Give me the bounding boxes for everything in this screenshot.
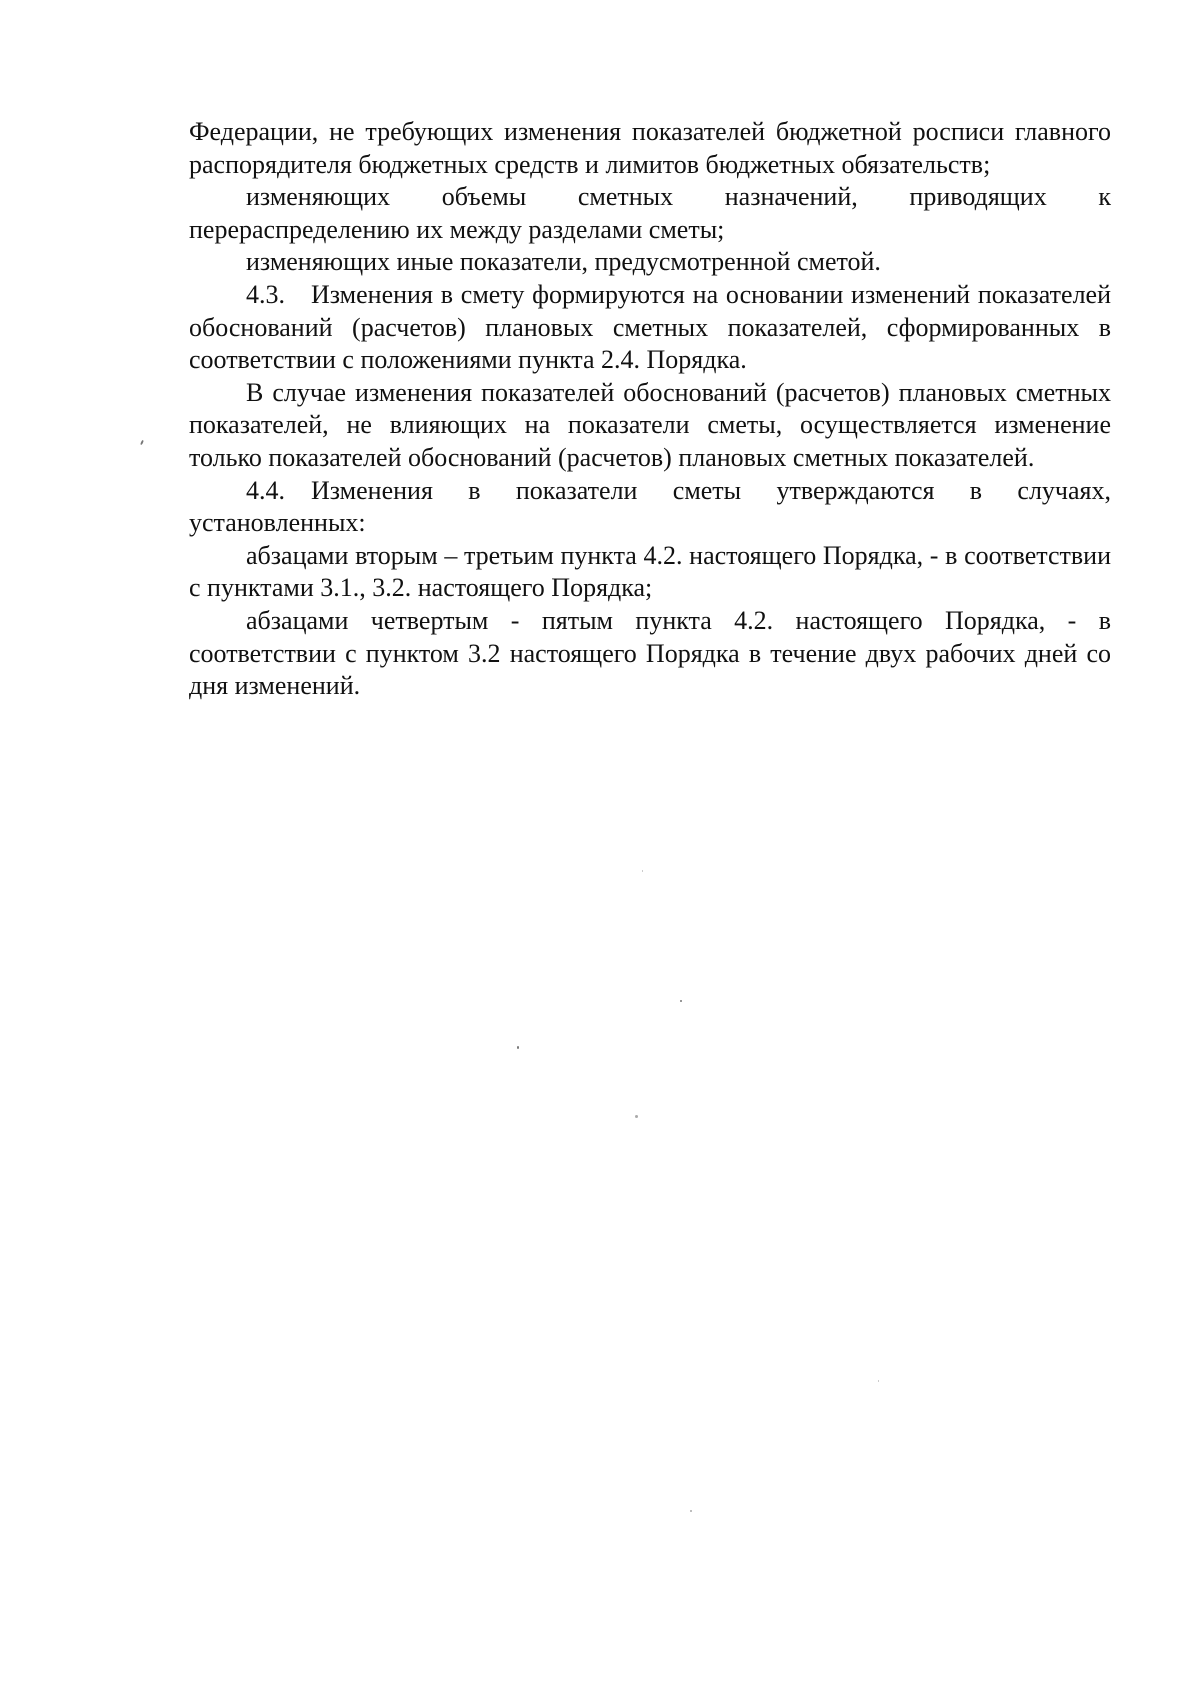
- scan-speck: [690, 1510, 692, 1512]
- scan-speck: [642, 870, 643, 872]
- paragraph: изменяющих иные показатели, предусмотренной сметой.: [246, 247, 881, 277]
- paragraph: Федерации, не требующих изменения показателей бюджетной росписи главного распорядителя бюджетных средств и лимитов бюджетных обязательств;: [189, 117, 1111, 179]
- paragraph-4-4: 4.4. Изменения в показатели сметы утверждаются в случаях, установленных:: [189, 475, 1111, 538]
- scan-speck: [878, 1380, 879, 1382]
- scan-speck: [517, 1046, 519, 1049]
- document-body: [189, 116, 1111, 703]
- scan-speck: [680, 1000, 682, 1002]
- scan-speck: [635, 1115, 638, 1118]
- paragraph-4-3: 4.3. Изменения в смету формируются на основании изменений показателей обоснований (расчетов) плановых сметных показателей, сформированных в соответствии с положениями пункта 2.4. Порядка.: [189, 279, 1111, 375]
- scan-speck: [140, 440, 144, 445]
- paragraph: абзацами четвертым - пятым пункта 4.2. настоящего Порядка, - в соответствии с пунктом 3.2 настоящего Порядка в течение двух рабочих дней со дня изменений.: [189, 605, 1111, 701]
- paragraph: изменяющих объемы сметных назначений, приводящих к перераспределению их между разделами сметы;: [189, 182, 1111, 244]
- paragraph: абзацами вторым – третьим пункта 4.2. настоящего Порядка, - в соответствии с пунктами 3.1., 3.2. настоящего Порядка;: [189, 540, 1111, 603]
- paragraph: В случае изменения показателей обоснований (расчетов) плановых сметных показателей, не влияющих на показатели сметы, осуществляется изменение только показателей обоснований (расчетов) плановых сметных показателей.: [189, 377, 1111, 472]
